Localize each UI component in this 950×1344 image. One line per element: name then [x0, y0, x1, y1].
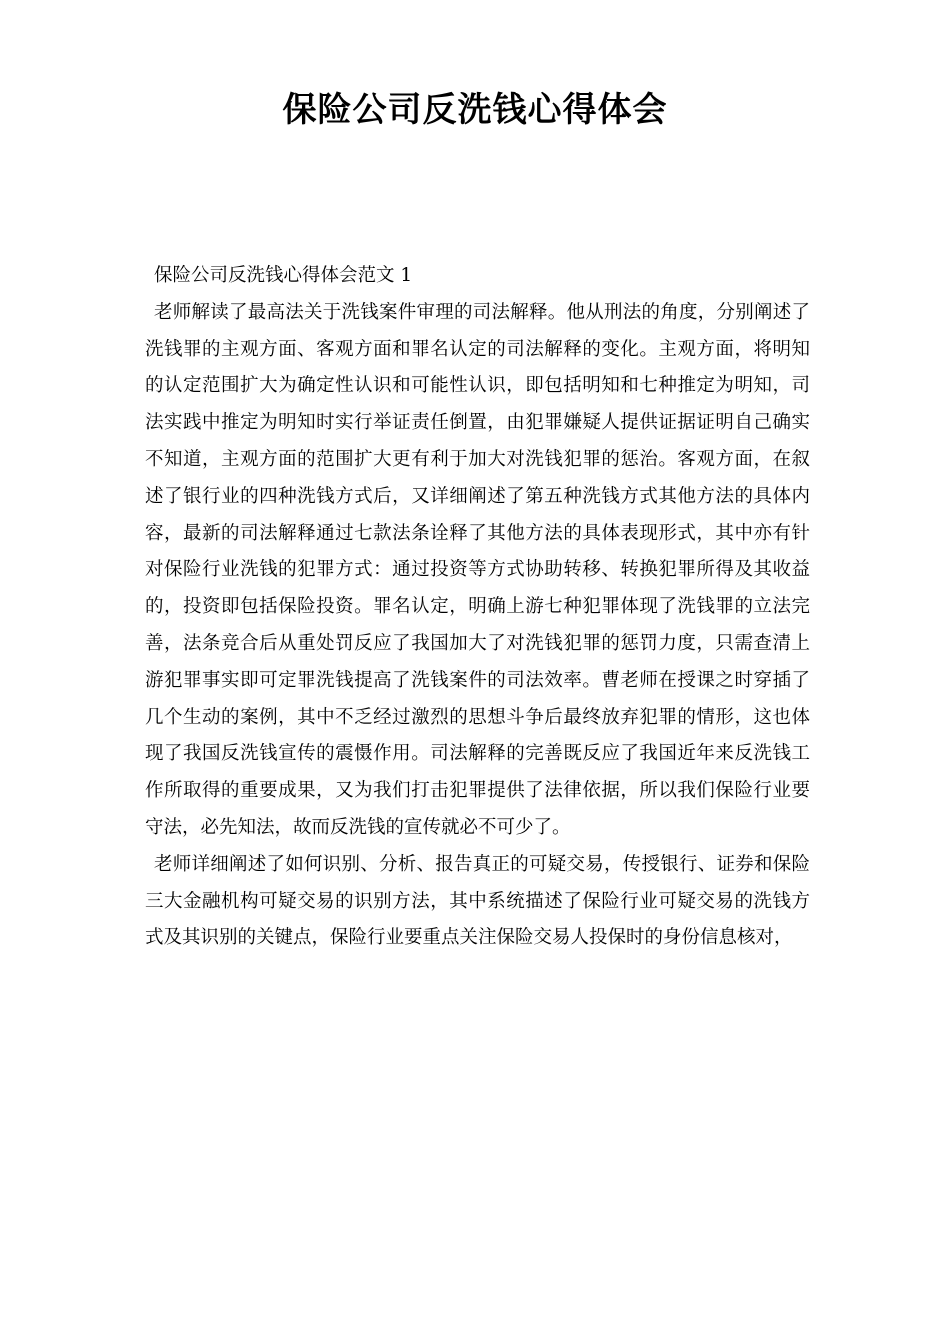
document-body [145, 258, 810, 957]
document-title: 保险公司反洗钱心得体会 [282, 90, 668, 130]
section-subtitle: 保险公司反洗钱心得体会范文 1 [154, 265, 413, 286]
paragraph-2: 老师详细阐述了如何识别、分析、报告真正的可疑交易，传授银行、证券和保险三大金融机构可疑交易的识别方法，其中系统描述了保险行业可疑交易的洗钱方式及其识别的关键点，保险行业要重点关注保险交易人投保时的身份信息核对， [145, 853, 810, 949]
paragraph-1: 老师解读了最高法关于洗钱案件审理的司法解释。他从刑法的角度，分别阐述了洗钱罪的主观方面、客观方面和罪名认定的司法解释的变化。主观方面，将明知的认定范围扩大为确定性认识和可能性认识，即包括明知和七种推定为明知，司法实践中推定为明知时实行举证责任倒置，由犯罪嫌疑人提供证据证明自己确实不知道，主观方面的范围扩大更有利于加大对洗钱犯罪的惩治。客观方面，在叙述了银行业的四种洗钱方式后，又详细阐述了第五种洗钱方式其他方法的具体内容，最新的司法解释通过七款法条诠释了其他方法的具体表现形式，其中亦有针对保险行业洗钱的犯罪方式：通过投资等方式协助转移、转换犯罪所得及其收益的，投资即包括保险投资。罪名认定，明确上游七种犯罪体现了洗钱罪的立法完善，法条竞合后从重处罚反应了我国加大了对洗钱犯罪的惩罚力度，只需查清上游犯罪事实即可定罪洗钱提高了洗钱案件的司法效率。曹老师在授课之时穿插了几个生动的案例，其中不乏经过激烈的思想斗争后最终放弃犯罪的情形，这也体现了我国反洗钱宣传的震慑作用。司法解释的完善既反应了我国近年来反洗钱工作所取得的重要成果，又为我们打击犯罪提供了法律依据，所以我们保险行业要守法，必先知法，故而反洗钱的宣传就必不可少了。 [145, 301, 810, 838]
